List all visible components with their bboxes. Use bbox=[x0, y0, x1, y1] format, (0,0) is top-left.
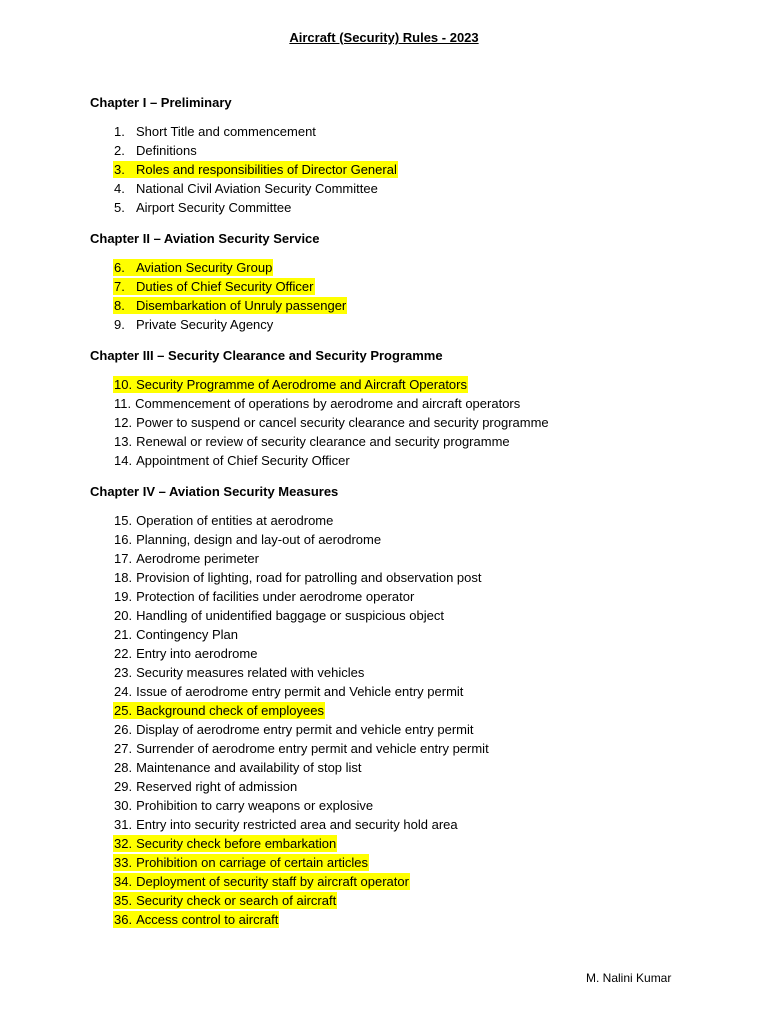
rule bbox=[113, 607, 445, 624]
rule-list bbox=[90, 259, 730, 335]
chapter-section bbox=[90, 230, 730, 335]
rule-title: Entry into aerodrome bbox=[136, 646, 258, 661]
rule-number: 20. bbox=[114, 608, 133, 623]
list-item bbox=[90, 259, 730, 278]
highlighted-rule bbox=[113, 297, 347, 314]
rule bbox=[113, 778, 298, 795]
rule-title: Surrender of aerodrome entry permit and vehicle entry permit bbox=[136, 741, 489, 756]
rule-title: Security check before embarkation bbox=[136, 836, 337, 851]
list-item bbox=[90, 911, 730, 930]
rule-number: 31. bbox=[114, 817, 133, 832]
rule-title: Handling of unidentified baggage or suspicious object bbox=[136, 608, 444, 623]
rule bbox=[113, 664, 365, 681]
rule bbox=[113, 721, 475, 738]
rule-number: 34. bbox=[114, 874, 133, 889]
chapter-heading: Chapter IV – Aviation Security Measures bbox=[90, 484, 339, 499]
rule bbox=[113, 588, 415, 605]
list-item bbox=[90, 199, 730, 218]
list-item bbox=[90, 873, 730, 892]
document-title: Aircraft (Security) Rules - 2023 bbox=[289, 30, 479, 45]
list-item bbox=[90, 278, 730, 297]
chapter-section bbox=[90, 483, 730, 930]
chapter-heading: Chapter II – Aviation Security Service bbox=[90, 231, 320, 246]
rule-title: Entry into security restricted area and security hold area bbox=[136, 817, 458, 832]
rule-number: 32. bbox=[114, 836, 133, 851]
rule-number: 5. bbox=[114, 200, 125, 215]
rule-title: Access control to aircraft bbox=[136, 912, 279, 927]
rule bbox=[113, 199, 292, 216]
rule-number: 15. bbox=[114, 513, 133, 528]
rule-number: 22. bbox=[114, 646, 133, 661]
rule-number: 25. bbox=[114, 703, 133, 718]
rule bbox=[113, 395, 521, 412]
chapter-section bbox=[90, 347, 730, 471]
list-item bbox=[90, 797, 730, 816]
rule-number: 17. bbox=[114, 551, 133, 566]
rule-number: 1. bbox=[114, 124, 125, 139]
list-item bbox=[90, 512, 730, 531]
rule-number: 14. bbox=[114, 453, 133, 468]
rule bbox=[113, 433, 511, 450]
highlighted-rule bbox=[113, 835, 337, 852]
list-item bbox=[90, 702, 730, 721]
rule-number: 12. bbox=[114, 415, 133, 430]
rule-title: Maintenance and availability of stop list bbox=[136, 760, 362, 775]
chapter-heading: Chapter I – Preliminary bbox=[90, 95, 232, 110]
highlighted-rule bbox=[113, 854, 369, 871]
highlighted-rule bbox=[113, 278, 315, 295]
rule-number: 19. bbox=[114, 589, 133, 604]
rule-number: 18. bbox=[114, 570, 133, 585]
highlighted-rule bbox=[113, 873, 410, 890]
rule-number: 35. bbox=[114, 893, 133, 908]
rule-number: 10. bbox=[114, 377, 133, 392]
rule-list bbox=[90, 376, 730, 471]
rule-title: Commencement of operations by aerodrome and aircraft operators bbox=[135, 396, 521, 411]
rule-number: 33. bbox=[114, 855, 133, 870]
rule-number: 3. bbox=[114, 162, 125, 177]
highlighted-rule bbox=[113, 161, 398, 178]
list-item bbox=[90, 835, 730, 854]
list-item bbox=[90, 854, 730, 873]
list-item bbox=[90, 759, 730, 778]
list-item bbox=[90, 588, 730, 607]
rule bbox=[113, 683, 464, 700]
rule-title: Renewal or review of security clearance and security programme bbox=[136, 434, 510, 449]
rule bbox=[113, 740, 490, 757]
rule bbox=[113, 452, 351, 469]
rule-number: 21. bbox=[114, 627, 133, 642]
rule bbox=[113, 512, 334, 529]
rule-number: 28. bbox=[114, 760, 133, 775]
rule bbox=[113, 645, 258, 662]
rule-title: Duties of Chief Security Officer bbox=[136, 279, 314, 294]
rule-title: Operation of entities at aerodrome bbox=[136, 513, 334, 528]
rule-number: 27. bbox=[114, 741, 133, 756]
list-item bbox=[90, 142, 730, 161]
rule-title: Aviation Security Group bbox=[136, 260, 273, 275]
rule-title: Display of aerodrome entry permit and vehicle entry permit bbox=[136, 722, 474, 737]
rule-title: Protection of facilities under aerodrome operator bbox=[136, 589, 415, 604]
list-item bbox=[90, 180, 730, 199]
highlighted-rule bbox=[113, 376, 468, 393]
rule-title: Planning, design and lay-out of aerodrome bbox=[136, 532, 382, 547]
list-item bbox=[90, 740, 730, 759]
rule-title: Aerodrome perimeter bbox=[136, 551, 259, 566]
list-item bbox=[90, 626, 730, 645]
rule-title: Airport Security Committee bbox=[136, 200, 292, 215]
list-item bbox=[90, 721, 730, 740]
list-item bbox=[90, 550, 730, 569]
rule-number: 16. bbox=[114, 532, 133, 547]
rule-title: Prohibition to carry weapons or explosive bbox=[136, 798, 374, 813]
rule-number: 2. bbox=[114, 143, 125, 158]
rule-title: Disembarkation of Unruly passenger bbox=[136, 298, 347, 313]
list-item bbox=[90, 395, 730, 414]
rule-number: 7. bbox=[114, 279, 125, 294]
list-item bbox=[90, 316, 730, 335]
rule bbox=[113, 316, 274, 333]
rule bbox=[113, 180, 379, 197]
list-item bbox=[90, 433, 730, 452]
list-item bbox=[90, 607, 730, 626]
rule-title: Background check of employees bbox=[136, 703, 324, 718]
highlighted-rule bbox=[113, 259, 273, 276]
rule-title: Private Security Agency bbox=[136, 317, 274, 332]
rule-number: 4. bbox=[114, 181, 125, 196]
rule-number: 6. bbox=[114, 260, 125, 275]
rule-number: 26. bbox=[114, 722, 133, 737]
rule-title: Security Programme of Aerodrome and Aircraft Operators bbox=[136, 377, 467, 392]
table-of-contents bbox=[90, 94, 730, 942]
rule-title: Power to suspend or cancel security clearance and security programme bbox=[136, 415, 549, 430]
list-item bbox=[90, 161, 730, 180]
highlighted-rule bbox=[113, 911, 279, 928]
rule-title: Security measures related with vehicles bbox=[136, 665, 365, 680]
list-item bbox=[90, 569, 730, 588]
list-item bbox=[90, 816, 730, 835]
list-item bbox=[90, 376, 730, 395]
rule-number: 29. bbox=[114, 779, 133, 794]
rule-number: 36. bbox=[114, 912, 133, 927]
rule-number: 8. bbox=[114, 298, 125, 313]
rule bbox=[113, 816, 459, 833]
rule bbox=[113, 531, 382, 548]
rule-title: Definitions bbox=[136, 143, 197, 158]
rule-number: 30. bbox=[114, 798, 133, 813]
rule-title: Short Title and commencement bbox=[136, 124, 316, 139]
highlighted-rule bbox=[113, 892, 337, 909]
list-item bbox=[90, 531, 730, 550]
rule-title: Roles and responsibilities of Director General bbox=[136, 162, 397, 177]
chapter-heading: Chapter III – Security Clearance and Security Programme bbox=[90, 348, 443, 363]
list-item bbox=[90, 683, 730, 702]
list-item bbox=[90, 892, 730, 911]
rule-title: Prohibition on carriage of certain articles bbox=[136, 855, 369, 870]
rule-number: 9. bbox=[114, 317, 125, 332]
author-signature: M. Nalini Kumar bbox=[586, 971, 672, 985]
rule-title: National Civil Aviation Security Committee bbox=[136, 181, 378, 196]
rule bbox=[113, 626, 239, 643]
list-item bbox=[90, 645, 730, 664]
rule-title: Contingency Plan bbox=[136, 627, 238, 642]
rule-number: 13. bbox=[114, 434, 133, 449]
rule-title: Reserved right of admission bbox=[136, 779, 298, 794]
list-item bbox=[90, 664, 730, 683]
rule-title: Security check or search of aircraft bbox=[136, 893, 337, 908]
rule bbox=[113, 142, 198, 159]
rule-number: 24. bbox=[114, 684, 133, 699]
rule-title: Issue of aerodrome entry permit and Vehicle entry permit bbox=[136, 684, 464, 699]
list-item bbox=[90, 778, 730, 797]
rule bbox=[113, 569, 483, 586]
list-item bbox=[90, 297, 730, 316]
rule-number: 11. bbox=[114, 396, 132, 411]
highlighted-rule bbox=[113, 702, 325, 719]
rule-list bbox=[90, 512, 730, 930]
rule bbox=[113, 123, 317, 140]
rule bbox=[113, 797, 374, 814]
list-item bbox=[90, 123, 730, 142]
list-item bbox=[90, 414, 730, 433]
rule-title: Deployment of security staff by aircraft operator bbox=[136, 874, 409, 889]
chapter-section bbox=[90, 94, 730, 218]
rule-title: Provision of lighting, road for patrolling and observation post bbox=[136, 570, 482, 585]
rule bbox=[113, 414, 550, 431]
rule bbox=[113, 759, 363, 776]
rule-list bbox=[90, 123, 730, 218]
list-item bbox=[90, 452, 730, 471]
rule-number: 23. bbox=[114, 665, 133, 680]
rule-title: Appointment of Chief Security Officer bbox=[136, 453, 350, 468]
rule bbox=[113, 550, 260, 567]
